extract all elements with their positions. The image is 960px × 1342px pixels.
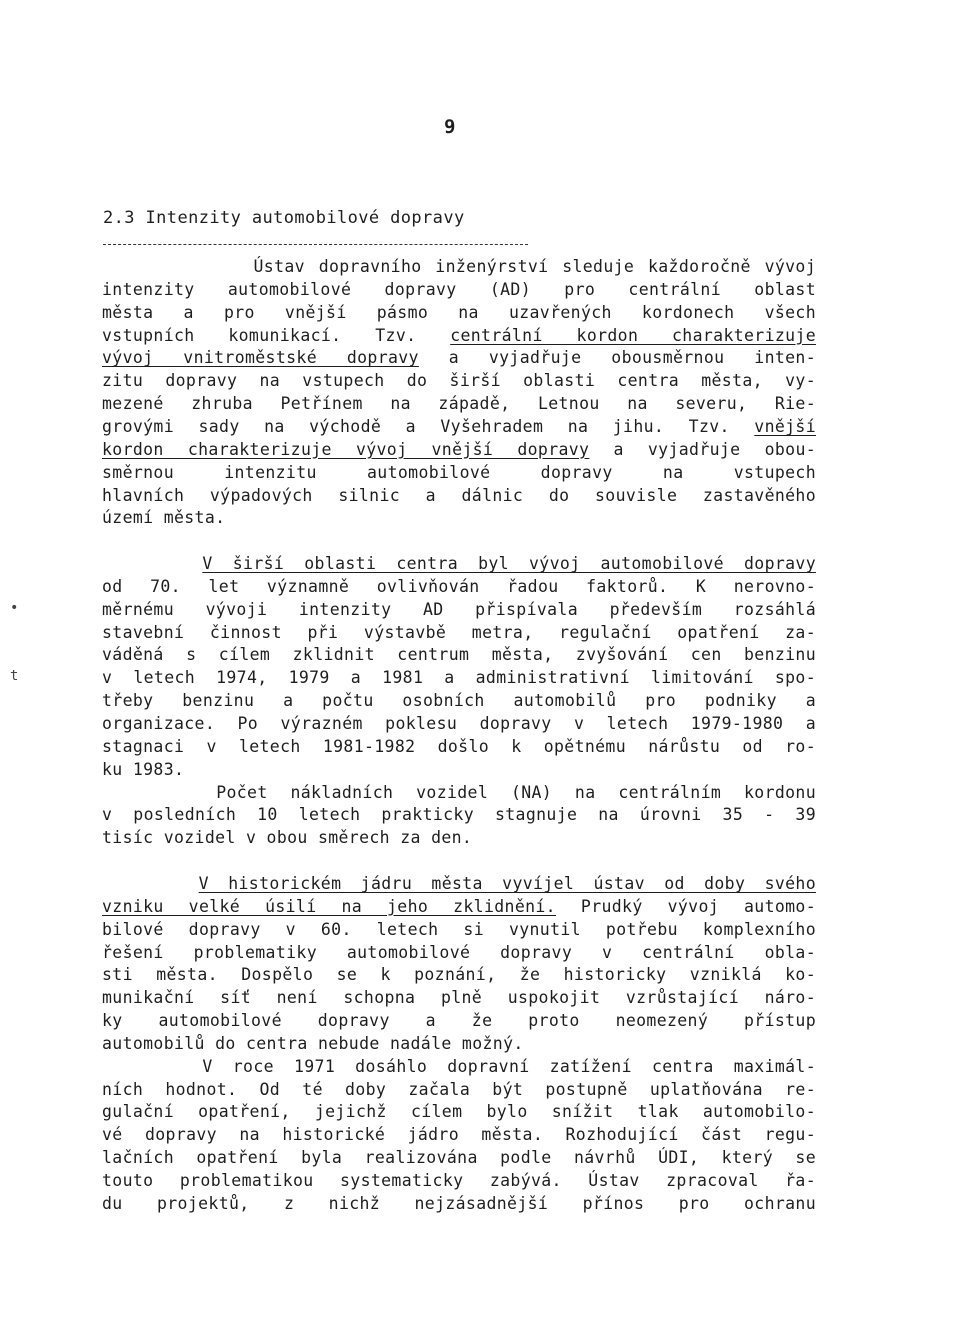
- text-line: [102, 714, 816, 734]
- text-segment: vstupních komunikací. Tzv.: [102, 325, 451, 345]
- underlined-text: vnější: [754, 416, 816, 436]
- text-segment: váděná s cílem zklidnit centrum města, zvyšování cen benzinu: [102, 645, 816, 665]
- page-number: 9: [444, 116, 456, 138]
- text-line: [102, 943, 816, 963]
- text-line: [102, 988, 816, 1008]
- text-line: [102, 645, 816, 665]
- text-line: [102, 1057, 816, 1077]
- text-segment: od 70. let významně ovlivňován řadou faktorů. K nerovno-: [102, 576, 816, 596]
- text-line: [102, 897, 816, 917]
- text-segment: ku 1983.: [102, 759, 185, 779]
- underlined-text: V historickém jádru města vyvíjel ústav od doby svého: [198, 873, 816, 893]
- text-segment: tisíc vozidel v obou směrech za den.: [102, 828, 473, 848]
- text-line: [102, 1080, 816, 1100]
- text-line: [102, 371, 816, 391]
- section-heading: 2.3 Intenzity automobilové dopravy: [103, 208, 465, 228]
- text-segment: a vyjadřuje obou-: [589, 439, 817, 459]
- text-line: [102, 508, 816, 528]
- text-line: [102, 531, 816, 551]
- text-segment: řešení problematiky automobilové dopravy v centrální obla-: [102, 942, 816, 962]
- text-segment: munikační síť není schopna plně uspokojit vzrůstající náro-: [102, 988, 816, 1008]
- text-line: [102, 326, 816, 346]
- text-segment: stavební činnost při výstavbě metra, regulační opatření za-: [102, 622, 816, 642]
- text-line: [102, 554, 816, 574]
- text-line: [102, 805, 816, 825]
- text-segment: lačních opatření byla realizována podle návrhů ÚDI, který se: [102, 1148, 816, 1168]
- text-segment: V roce 1971 dosáhlo dopravní zatížení centra maximál-: [102, 1056, 816, 1076]
- text-line: [102, 1034, 816, 1054]
- text-line: [102, 417, 816, 437]
- heading-dashed-rule: [103, 244, 528, 245]
- text-line: [102, 600, 816, 620]
- text-line: [102, 440, 816, 460]
- text-line: [102, 463, 816, 483]
- text-segment: a vyjadřuje obousměrnou inten-: [418, 348, 816, 368]
- underlined-text: V širší oblasti centra byl vývoj automobilové dopravy: [202, 554, 816, 574]
- text-line: [102, 1148, 816, 1168]
- text-line: [102, 257, 816, 277]
- text-segment: území města.: [102, 508, 226, 528]
- text-segment: v posledních 10 letech prakticky stagnuje na úrovni 35 - 39: [102, 805, 816, 825]
- text-line: [102, 577, 816, 597]
- text-line: [102, 1102, 816, 1122]
- text-segment: měrnému vývoji intenzity AD přispívala především rozsáhlá: [102, 599, 816, 619]
- text-line: [102, 783, 816, 803]
- text-line: [102, 965, 816, 985]
- text-line: [102, 874, 816, 894]
- text-segment: Ústav dopravního inženýrství sleduje každoročně vývoj: [102, 257, 816, 276]
- text-segment: organizace. Po výrazném poklesu dopravy v letech 1979-1980 a: [102, 714, 816, 733]
- text-segment: grovými sady na východě a Vyšehradem na jihu. Tzv.: [102, 416, 755, 436]
- margin-mark: •: [10, 600, 19, 616]
- text-segment: ky automobilové dopravy a že proto neomezený přístup: [102, 1011, 816, 1031]
- text-line: [102, 623, 816, 643]
- text-segment: města a pro vnější pásmo na uzavřených kordonech všech: [102, 302, 816, 322]
- text-line: [102, 303, 816, 323]
- text-segment: [102, 554, 202, 573]
- text-line: [102, 1171, 816, 1191]
- underlined-text: vývoj vnitroměstské dopravy: [102, 348, 419, 368]
- text-line: [102, 691, 816, 711]
- text-line: [102, 668, 816, 688]
- text-line: [102, 828, 816, 848]
- text-line: [102, 280, 816, 300]
- text-segment: du projektů, z nichž nejzásadnější přínos pro ochranu: [102, 1193, 816, 1213]
- text-segment: automobilů do centra nebude nadále možný.: [102, 1033, 524, 1053]
- text-segment: [102, 874, 199, 893]
- text-line: [102, 348, 816, 368]
- text-segment: touto problematikou systematicky zabývá. Ústav zpracoval řa-: [102, 1171, 816, 1190]
- text-segment: mezené zhruba Petřínem na západě, Letnou na severu, Rie-: [102, 394, 816, 414]
- text-segment: Počet nákladních vozidel (NA) na centrálním kordonu: [102, 782, 816, 802]
- underlined-text: vzniku velké úsilí na jeho zklidnění.: [102, 896, 556, 916]
- text-line: [102, 760, 816, 780]
- text-segment: stagnaci v letech 1981-1982 došlo k opětnému nárůstu od ro-: [102, 736, 816, 756]
- text-segment: zitu dopravy na vstupech do širší oblasti centra města, vy-: [102, 371, 816, 391]
- text-segment: bilové dopravy v 60. letech si vynutil potřebu komplexního: [102, 919, 816, 939]
- text-line: [102, 486, 816, 506]
- underlined-text: centrální kordon charakterizuje: [450, 325, 816, 345]
- text-line: [102, 1194, 816, 1214]
- text-line: [102, 920, 816, 940]
- margin-mark: t: [10, 668, 19, 684]
- text-line: [102, 1011, 816, 1031]
- text-segment: sti města. Dospělo se k poznání, že historicky vzniklá ko-: [102, 965, 816, 985]
- text-line: [102, 851, 816, 871]
- text-segment: vé dopravy na historické jádro města. Rozhodující část regu-: [102, 1125, 816, 1145]
- text-segment: Prudký vývoj automo-: [555, 896, 816, 916]
- text-line: [102, 737, 816, 757]
- text-segment: třeby benzinu a počtu osobních automobilů pro podniky a: [102, 691, 816, 711]
- text-line: [102, 1125, 816, 1145]
- text-segment: hlavních výpadových silnic a dálnic do souvisle zastavěného: [102, 485, 816, 505]
- text-segment: gulační opatření, jejichž cílem bylo snížit tlak automobilo-: [102, 1102, 816, 1122]
- text-line: [102, 394, 816, 414]
- text-segment: směrnou intenzitu automobilové dopravy na vstupech: [102, 462, 816, 482]
- text-segment: v letech 1974, 1979 a 1981 a administrativní limitování spo-: [102, 668, 816, 688]
- underlined-text: kordon charakterizuje vývoj vnější dopravy: [102, 439, 590, 459]
- text-segment: ních hodnot. Od té doby začala být postupně uplatňována re-: [102, 1079, 816, 1099]
- text-segment: intenzity automobilové dopravy (AD) pro centrální oblast: [102, 279, 816, 299]
